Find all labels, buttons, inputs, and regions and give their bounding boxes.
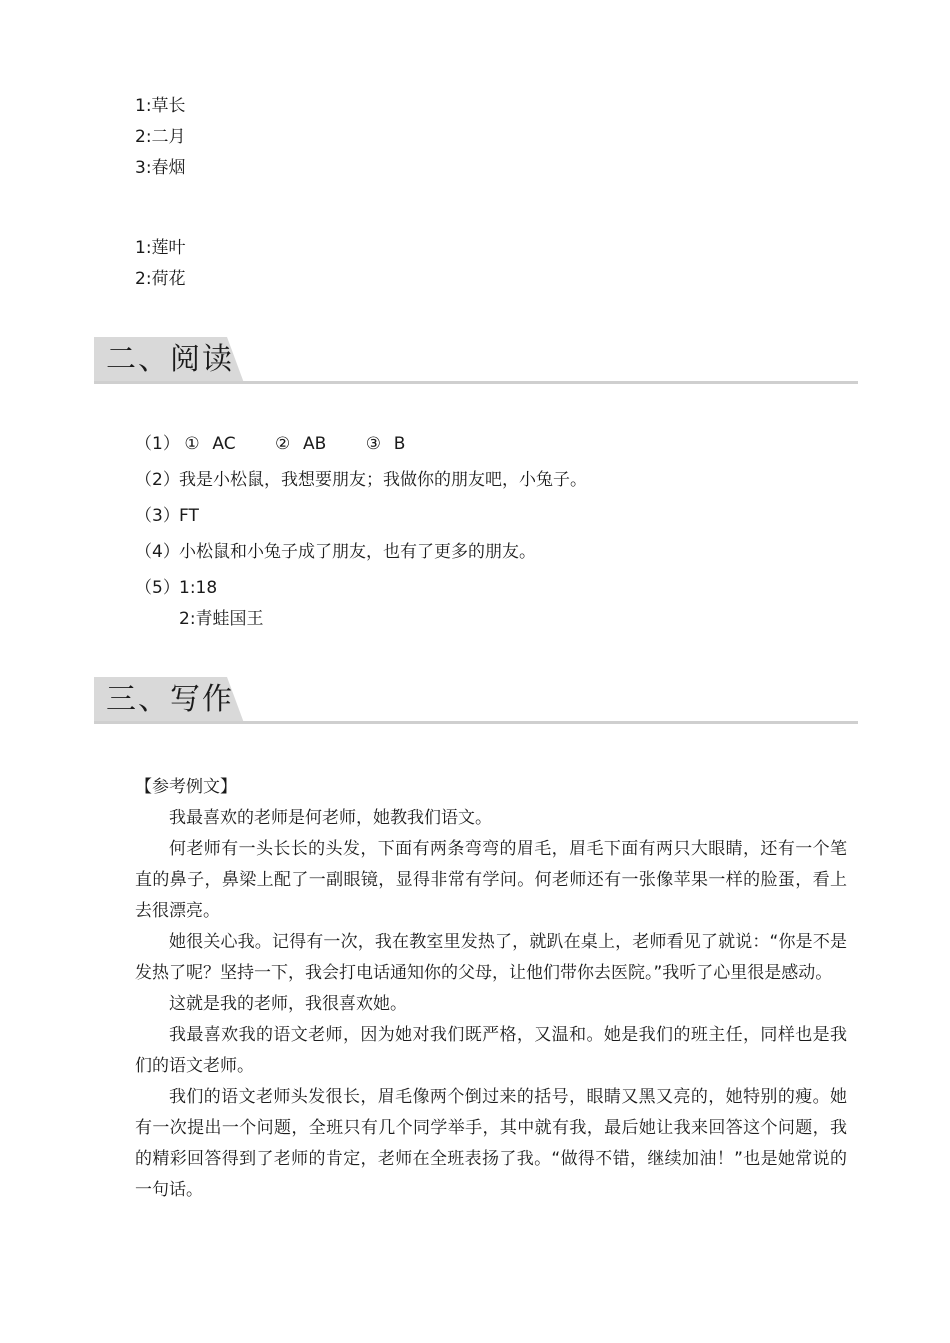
essay-paragraph: 她很关心我。记得有一次，我在教室里发热了，就趴在桌上，老师看见了就说：“你是不是发热了呢？坚持一下，我会打电话通知你的父母，让他们带你去医院。”我听了心里很是感动。: [135, 932, 847, 983]
option-marker: ③: [365, 434, 381, 454]
option-marker: ②: [275, 434, 291, 454]
section-divider: [94, 721, 858, 724]
reading-q4: [135, 542, 536, 562]
question-number: （1）: [135, 434, 180, 454]
reading-q5: [135, 578, 217, 598]
reading-q5-sub: 2:青蛙国王: [179, 609, 264, 629]
section-header-writing: [94, 677, 858, 725]
answer-text: 我是小松鼠，我想要朋友；我做你的朋友吧，小兔子。: [179, 470, 587, 490]
option: [184, 434, 235, 454]
question-number: （4）: [135, 542, 180, 562]
option-answer: AC: [212, 434, 236, 454]
answer-line: 3:春烟: [135, 158, 186, 178]
essay-paragraph: 我最喜欢我的语文老师，因为她对我们既严格，又温和。她是我们的班主任，同样也是我们的语文老师。: [135, 1025, 847, 1076]
section-title: 三、写作: [106, 682, 234, 717]
option-answer: B: [393, 434, 406, 454]
question-number: （3）: [135, 506, 180, 526]
essay-paragraph: 何老师有一头长长的头发，下面有两条弯弯的眉毛，眉毛下面有两只大眼睛，还有一个笔直的鼻子，鼻梁上配了一副眼镜，显得非常有学问。何老师还有一张像苹果一样的脸蛋，看上去很漂亮。: [135, 839, 847, 921]
answer-text: FT: [179, 506, 199, 526]
essay-paragraph: 我们的语文老师头发很长，眉毛像两个倒过来的括号，眼睛又黑又亮的，她特别的瘦。她有一次提出一个问题，全班只有几个同学举手，其中就有我，最后她让我来回答这个问题，我的精彩回答得到了老师的肯定，老师在全班表扬了我。“做得不错，继续加油！”也是她常说的一句话。: [135, 1087, 847, 1200]
question-number: （2）: [135, 470, 180, 490]
section-divider: [94, 381, 858, 384]
answer-text: 1:18: [179, 578, 218, 598]
answer-text: 小松鼠和小兔子成了朋友，也有了更多的朋友。: [179, 542, 536, 562]
reading-q3: [135, 506, 199, 526]
answer-line: 1:莲叶: [135, 238, 186, 258]
sample-essay: [135, 772, 847, 1206]
option: [275, 434, 326, 454]
reading-q1: [135, 434, 439, 454]
question-number: （5）: [135, 578, 180, 598]
essay-paragraph: 这就是我的老师，我很喜欢她。: [169, 994, 407, 1014]
essay-label: 【参考例文】: [135, 777, 237, 797]
option-marker: ①: [184, 434, 200, 454]
answer-line: 1:草长: [135, 96, 186, 116]
answer-line: 2:荷花: [135, 269, 186, 289]
option-answer: AB: [303, 434, 327, 454]
section-header-reading: [94, 337, 858, 385]
option: [366, 434, 406, 454]
essay-paragraph: 我最喜欢的老师是何老师，她教我们语文。: [169, 808, 492, 828]
answer-line: 2:二月: [135, 127, 186, 147]
section-title: 二、阅读: [106, 342, 234, 377]
reading-q2: [135, 470, 587, 490]
